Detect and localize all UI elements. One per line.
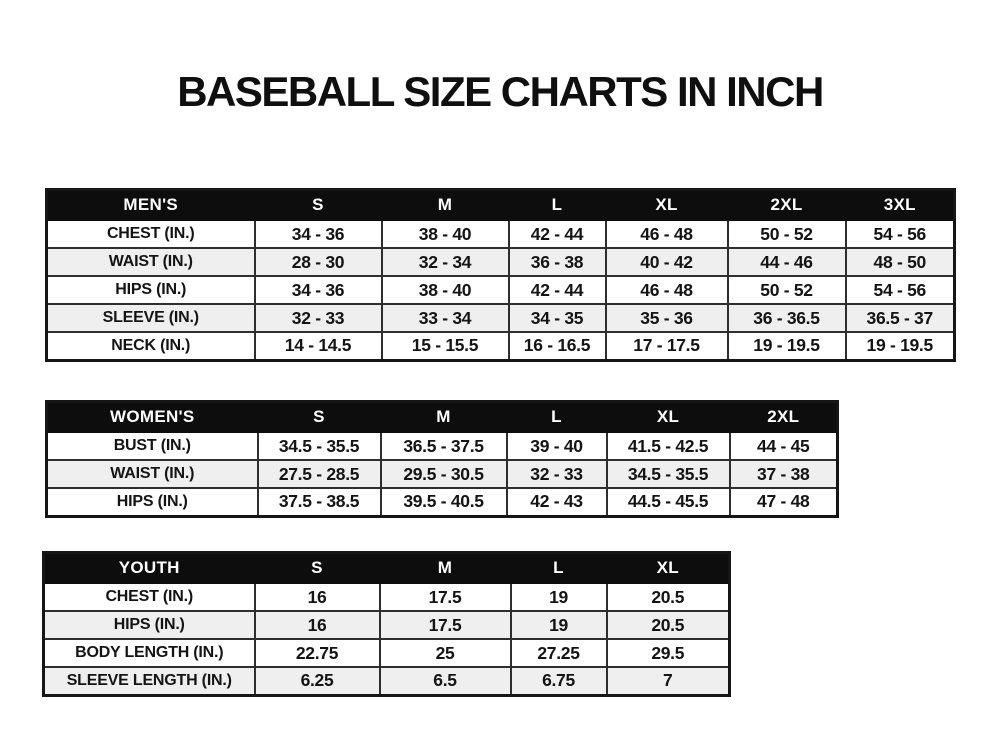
size-value-cell: 16 - 16.5 xyxy=(509,332,606,360)
size-value-cell: 16 xyxy=(255,611,380,639)
size-table-header-row xyxy=(47,402,838,433)
table-row xyxy=(47,220,955,248)
size-value-cell: 50 - 52 xyxy=(728,276,846,304)
size-value-cell: 28 - 30 xyxy=(255,248,382,276)
table-row xyxy=(47,488,838,516)
size-value-cell: 46 - 48 xyxy=(606,220,728,248)
size-value-cell: 17.5 xyxy=(380,611,511,639)
measurement-label: CHEST (IN.) xyxy=(47,220,255,248)
size-value-cell: 32 - 33 xyxy=(255,304,382,332)
size-value-cell: 38 - 40 xyxy=(382,220,509,248)
size-column-header: 2XL xyxy=(728,190,846,221)
table-row xyxy=(44,611,730,639)
womens-size-table xyxy=(45,400,839,518)
size-value-cell: 35 - 36 xyxy=(606,304,728,332)
size-value-cell: 46 - 48 xyxy=(606,276,728,304)
size-table-header-row xyxy=(44,553,730,584)
table-title-cell: MEN'S xyxy=(47,190,255,221)
measurement-label: HIPS (IN.) xyxy=(47,276,255,304)
size-value-cell: 33 - 34 xyxy=(382,304,509,332)
size-value-cell: 20.5 xyxy=(607,583,730,611)
size-column-header: M xyxy=(380,553,511,584)
size-value-cell: 39.5 - 40.5 xyxy=(381,488,507,516)
size-value-cell: 54 - 56 xyxy=(846,220,955,248)
size-value-cell: 19 - 19.5 xyxy=(728,332,846,360)
size-value-cell: 7 xyxy=(607,667,730,695)
size-value-cell: 37 - 38 xyxy=(730,460,838,488)
size-value-cell: 25 xyxy=(380,639,511,667)
size-column-header: XL xyxy=(607,402,730,433)
size-value-cell: 27.5 - 28.5 xyxy=(258,460,381,488)
youth-size-table xyxy=(42,551,731,697)
table-title-cell: YOUTH xyxy=(44,553,255,584)
size-value-cell: 19 xyxy=(511,583,607,611)
size-column-header: 2XL xyxy=(730,402,838,433)
size-value-cell: 19 xyxy=(511,611,607,639)
table-row xyxy=(47,460,838,488)
size-value-cell: 22.75 xyxy=(255,639,380,667)
size-value-cell: 14 - 14.5 xyxy=(255,332,382,360)
size-value-cell: 29.5 xyxy=(607,639,730,667)
size-value-cell: 29.5 - 30.5 xyxy=(381,460,507,488)
size-value-cell: 6.25 xyxy=(255,667,380,695)
table-row xyxy=(47,332,955,360)
size-value-cell: 34 - 36 xyxy=(255,220,382,248)
table-row xyxy=(44,639,730,667)
size-value-cell: 6.5 xyxy=(380,667,511,695)
size-value-cell: 32 - 34 xyxy=(382,248,509,276)
size-value-cell: 17.5 xyxy=(380,583,511,611)
size-column-header: S xyxy=(255,553,380,584)
size-value-cell: 39 - 40 xyxy=(507,432,607,460)
size-column-header: 3XL xyxy=(846,190,955,221)
measurement-label: SLEEVE (IN.) xyxy=(47,304,255,332)
table-row xyxy=(47,248,955,276)
size-value-cell: 38 - 40 xyxy=(382,276,509,304)
size-value-cell: 50 - 52 xyxy=(728,220,846,248)
size-value-cell: 37.5 - 38.5 xyxy=(258,488,381,516)
size-value-cell: 44 - 45 xyxy=(730,432,838,460)
size-value-cell: 40 - 42 xyxy=(606,248,728,276)
size-column-header: M xyxy=(382,190,509,221)
size-value-cell: 48 - 50 xyxy=(846,248,955,276)
size-value-cell: 36.5 - 37.5 xyxy=(381,432,507,460)
size-value-cell: 34 - 35 xyxy=(509,304,606,332)
size-column-header: L xyxy=(507,402,607,433)
table-title-cell: WOMEN'S xyxy=(47,402,258,433)
size-column-header: M xyxy=(381,402,507,433)
size-value-cell: 16 xyxy=(255,583,380,611)
size-column-header: XL xyxy=(606,190,728,221)
size-value-cell: 44.5 - 45.5 xyxy=(607,488,730,516)
table-row xyxy=(44,583,730,611)
measurement-label: SLEEVE LENGTH (IN.) xyxy=(44,667,255,695)
size-value-cell: 36.5 - 37 xyxy=(846,304,955,332)
size-column-header: S xyxy=(258,402,381,433)
table-row xyxy=(44,667,730,695)
measurement-label: BODY LENGTH (IN.) xyxy=(44,639,255,667)
size-value-cell: 42 - 44 xyxy=(509,220,606,248)
size-value-cell: 42 - 43 xyxy=(507,488,607,516)
mens-size-table xyxy=(45,188,956,362)
size-value-cell: 34.5 - 35.5 xyxy=(607,460,730,488)
size-value-cell: 27.25 xyxy=(511,639,607,667)
size-value-cell: 34 - 36 xyxy=(255,276,382,304)
measurement-label: CHEST (IN.) xyxy=(44,583,255,611)
measurement-label: NECK (IN.) xyxy=(47,332,255,360)
table-row xyxy=(47,304,955,332)
size-value-cell: 54 - 56 xyxy=(846,276,955,304)
size-value-cell: 42 - 44 xyxy=(509,276,606,304)
size-value-cell: 17 - 17.5 xyxy=(606,332,728,360)
page-title: BASEBALL SIZE CHARTS IN INCH xyxy=(177,68,823,115)
size-value-cell: 47 - 48 xyxy=(730,488,838,516)
size-table-header-row xyxy=(47,190,955,221)
size-value-cell: 41.5 - 42.5 xyxy=(607,432,730,460)
size-value-cell: 6.75 xyxy=(511,667,607,695)
size-column-header: L xyxy=(509,190,606,221)
size-column-header: L xyxy=(511,553,607,584)
measurement-label: HIPS (IN.) xyxy=(44,611,255,639)
size-column-header: XL xyxy=(607,553,730,584)
table-row xyxy=(47,276,955,304)
size-value-cell: 19 - 19.5 xyxy=(846,332,955,360)
size-value-cell: 44 - 46 xyxy=(728,248,846,276)
size-value-cell: 20.5 xyxy=(607,611,730,639)
measurement-label: WAIST (IN.) xyxy=(47,248,255,276)
table-row xyxy=(47,432,838,460)
size-value-cell: 36 - 38 xyxy=(509,248,606,276)
measurement-label: HIPS (IN.) xyxy=(47,488,258,516)
size-value-cell: 32 - 33 xyxy=(507,460,607,488)
measurement-label: BUST (IN.) xyxy=(47,432,258,460)
size-column-header: S xyxy=(255,190,382,221)
size-value-cell: 36 - 36.5 xyxy=(728,304,846,332)
measurement-label: WAIST (IN.) xyxy=(47,460,258,488)
size-value-cell: 34.5 - 35.5 xyxy=(258,432,381,460)
size-value-cell: 15 - 15.5 xyxy=(382,332,509,360)
